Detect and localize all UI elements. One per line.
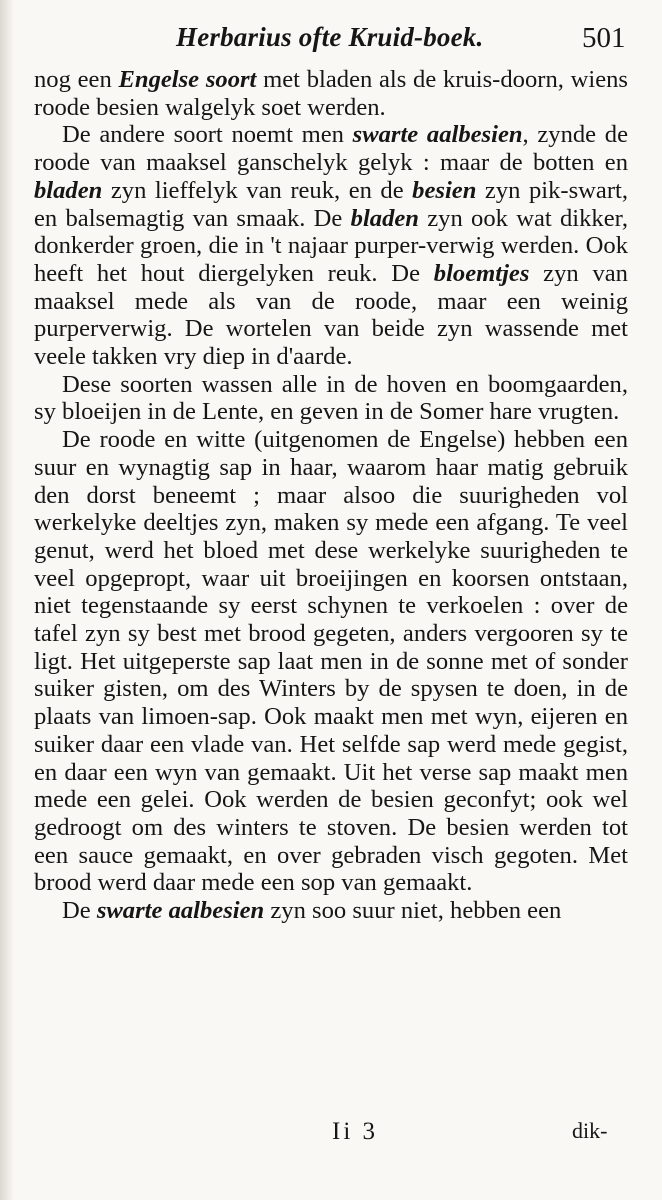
text-run: zyn lieffelyk van reuk, en de — [102, 176, 413, 204]
catchword: dik- — [572, 1118, 608, 1143]
italic-term: bladen — [34, 176, 103, 204]
italic-term: bloemtjes — [433, 259, 530, 287]
italic-term: swarte aalbesien — [96, 897, 265, 925]
running-title: Herbarius ofte Kruid-boek. — [176, 22, 484, 52]
italic-term: Engelse soort — [118, 66, 257, 93]
paragraph — [34, 371, 628, 426]
italic-term: swarte aalbesien — [352, 121, 523, 149]
body-text — [34, 66, 628, 925]
text-run: zyn van maaksel mede als van de roode, maar een weinig purperverwig. De wortelen van beide zyn wassende met veele takken vry diep in d'aarde. — [34, 259, 628, 371]
paragraph — [34, 426, 628, 897]
page-header — [0, 22, 662, 62]
text-run: De andere soort noemt men — [62, 121, 353, 149]
page-footer — [0, 1118, 662, 1158]
italic-term: bladen — [350, 204, 419, 232]
paragraph — [34, 897, 628, 925]
signature-mark: Ii 3 — [332, 1118, 379, 1145]
text-run: nog een — [34, 66, 119, 93]
text-run: Dese soorten wassen alle in de hoven en boomgaarden, sy bloeijen in de Lente, en geven in de Somer hare vrugten. — [34, 370, 628, 426]
text-run: De — [62, 897, 97, 925]
text-run: zyn soo suur niet, hebben een — [264, 897, 562, 925]
paragraph — [34, 66, 628, 121]
text-run: , zynde de roode van maaksel ganschelyk gelyk : maar de botten en — [34, 121, 628, 177]
text-run: zyn ook wat dikker, donkerder groen, die in 't najaar purper-verwig werden. Ook heeft het hout diergelyken reuk. De — [34, 204, 628, 287]
text-run: zyn pik-swart, en balsemagtig van smaak. De — [34, 176, 628, 232]
italic-term: besien — [412, 176, 477, 204]
paragraph — [34, 121, 628, 370]
text-run: De roode en witte (uitgenomen de Engelse) hebben een suur en wynagtig sap in haar, waarom haar matig gebruik den dorst beneemt ; maar alsoo die suurigheden vol werkelyke deeltjes zyn, maken sy mede een afgang. Te veel genut, werd het bloed met dese werkelyke suurigheden te veel opgepropt, waar uit broeijingen en koorsen ontstaan, niet tegenstaande sy eerst schynen te verkoelen : over de tafel zyn sy best met brood gegeten, anders vergooren sy te ligt. Het uitgeperste sap laat men in de sonne met of sonder suiker gisten, om des Winters by de spysen te doen, in de plaats van limoen-sap. Ook maakt men met wyn, eijeren en suiker daar een vlade van. Het selfde sap werd mede gegist, en daar een wyn van gemaakt. Uit het verse sap maakt men mede een gelei. Ook werden de besien geconfyt; ook wel gedroogt om des winters te stoven. De besien werden tot een sauce gemaakt, en over gebraden visch gegoten. Met brood werd daar mede een sop van gemaakt. — [34, 426, 628, 897]
page-number: 501 — [582, 22, 626, 54]
text-run: met bladen als de kruis-doorn, wiens roode besien walgelyk soet werden. — [34, 66, 629, 121]
page-gutter-shadow — [0, 0, 14, 1200]
